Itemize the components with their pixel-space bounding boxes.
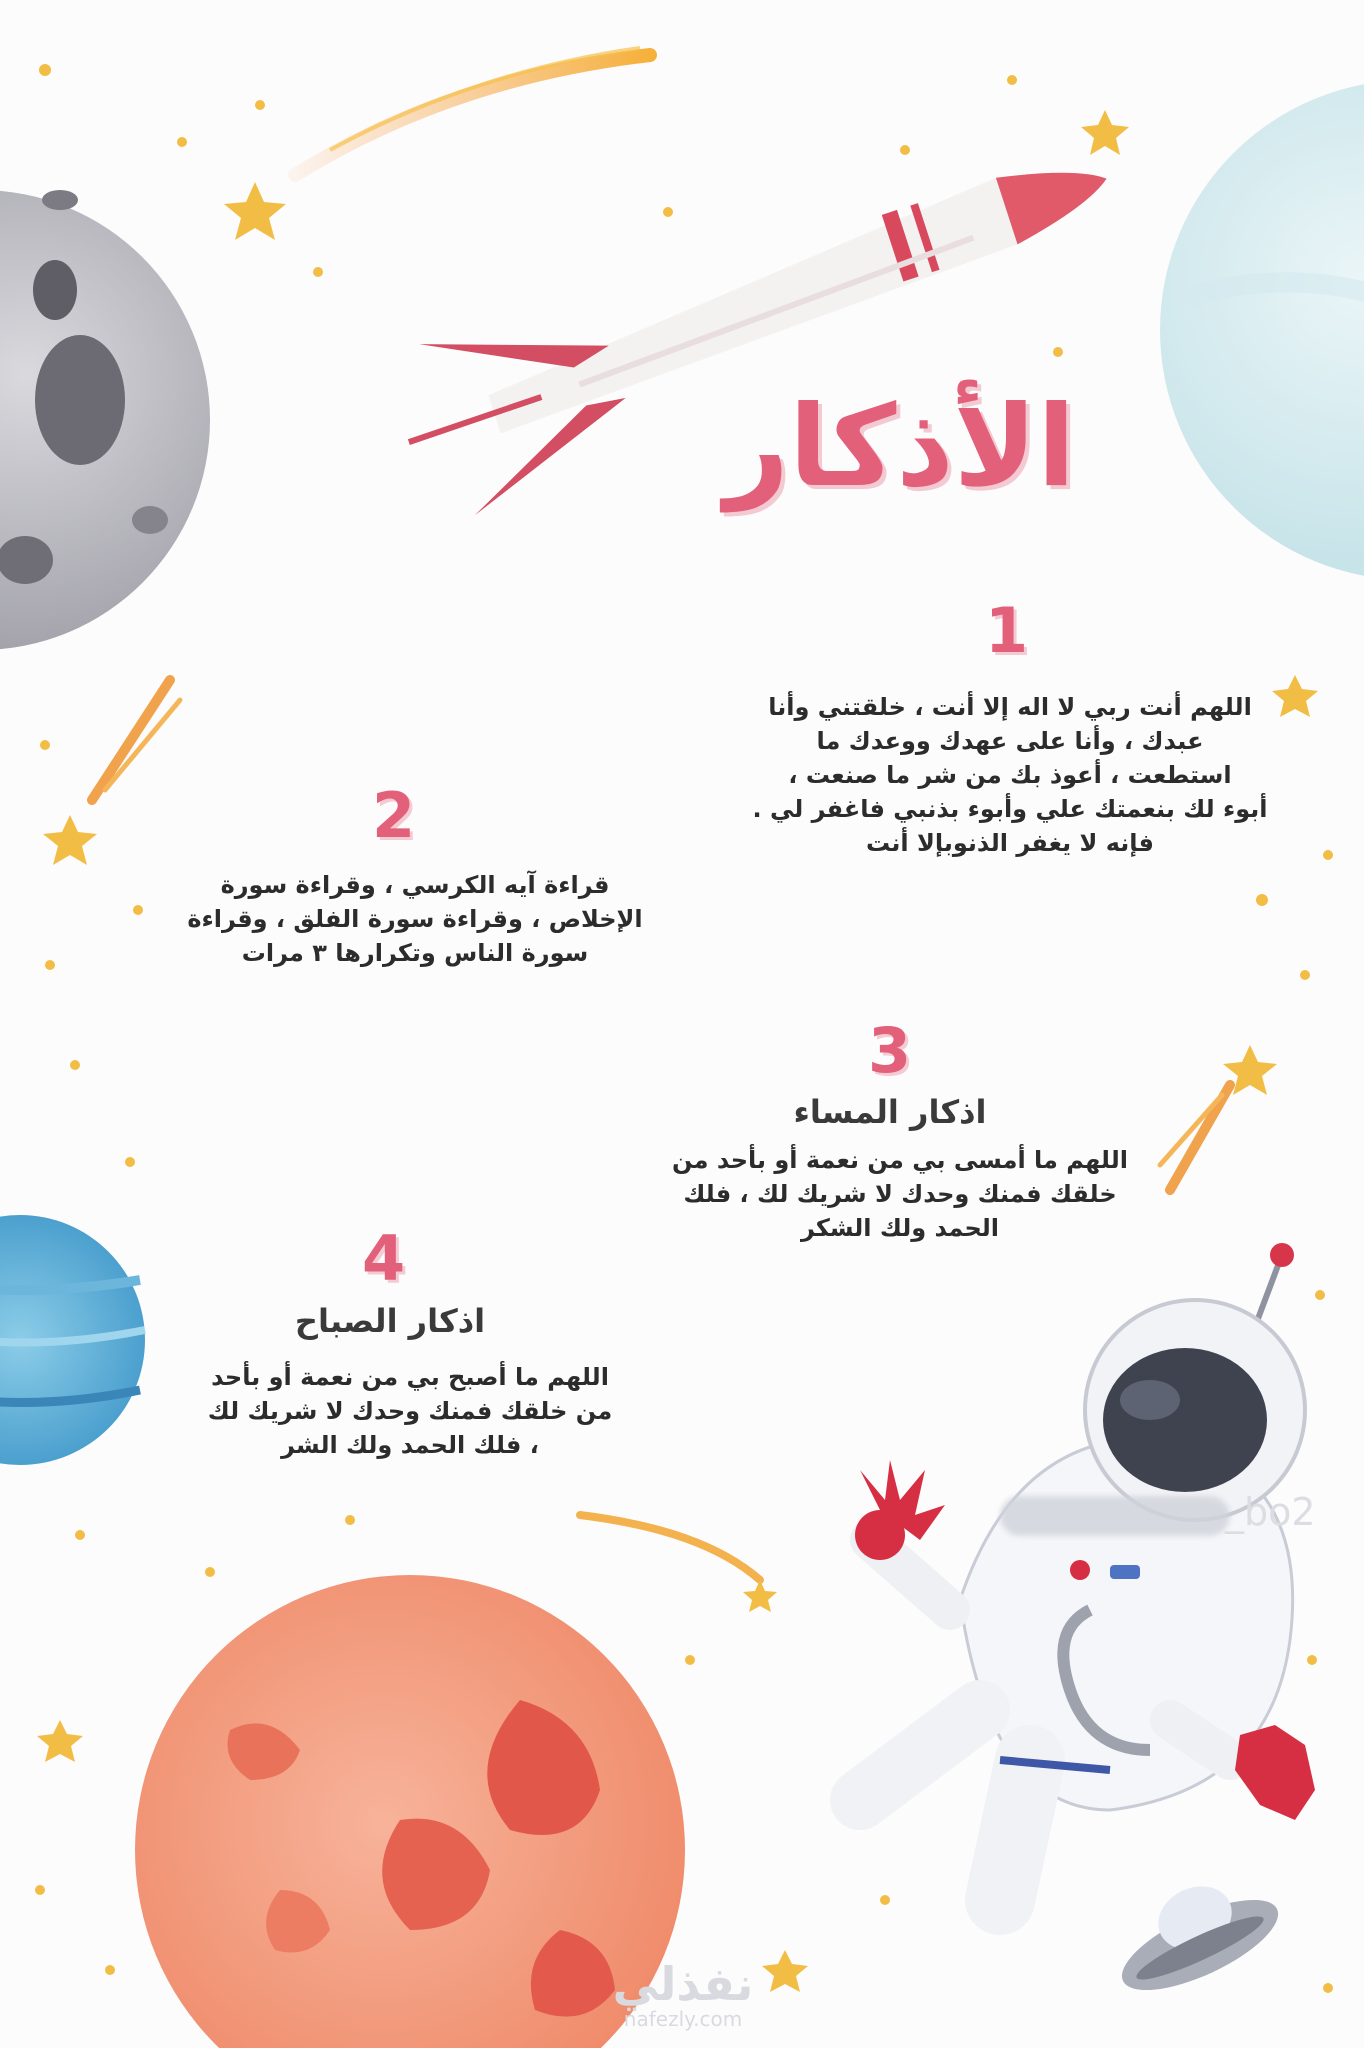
section-3-line: الحمد ولك الشكر xyxy=(800,1214,1000,1242)
section-2-line: الإخلاص ، وقراءة سورة الفلق ، وقراءة xyxy=(187,905,643,933)
section-1-text xyxy=(710,690,1310,860)
blue-planet-left xyxy=(0,1215,145,1465)
author-handle-suffix: _bo2 xyxy=(1225,1490,1316,1534)
section-2-line: سورة الناس وتكرارها ٣ مرات xyxy=(241,939,589,967)
section-2-text xyxy=(150,868,680,970)
section-1-line: أبوء لك بنعمتك علي وأبوء بذنبي فاغفر لي . xyxy=(752,795,1268,823)
section-3-line: اللهم ما أمسى بي من نعمة أو بأحد من xyxy=(672,1146,1128,1174)
section-4-line: ، فلك الحمد ولك الشر xyxy=(281,1431,539,1459)
blurred-username xyxy=(1000,1496,1230,1536)
ufo xyxy=(1110,1875,1289,2008)
comet-top xyxy=(295,48,650,175)
section-1-line: اللهم أنت ربي لا اله إلا أنت ، خلقتني وأنا xyxy=(768,693,1252,721)
section-1-line: استطعت ، أعوذ بك من شر ما صنعت ، xyxy=(788,761,1232,789)
comet-lower xyxy=(580,1515,760,1580)
section-2-number: 2 xyxy=(372,779,416,852)
watermark-arabic: نفذلي xyxy=(612,1957,754,2011)
comet-left xyxy=(92,680,180,800)
astronaut xyxy=(855,1243,1315,1900)
page-title: الأذكار xyxy=(724,382,1076,512)
section-1-number: 1 xyxy=(985,594,1029,667)
section-4-line: اللهم ما أصبح بي من نعمة أو بأحد xyxy=(211,1363,609,1391)
author-handle xyxy=(1000,1490,1340,1540)
watermark xyxy=(598,1957,768,2031)
section-3-heading: اذكار المساء xyxy=(793,1093,987,1131)
section-1-line: فإنه لا يغفر الذنوبإلا أنت xyxy=(865,829,1155,857)
section-3-line: خلقك فمنك وحدك لا شريك لك ، فلك xyxy=(683,1180,1117,1208)
section-2-line: قراءة آيه الكرسي ، وقراءة سورة xyxy=(220,871,610,899)
section-4-number: 4 xyxy=(362,1222,406,1295)
section-4-line: من خلقك فمنك وحدك لا شريك لك xyxy=(207,1397,613,1425)
watermark-url: nafezly.com xyxy=(623,2007,743,2031)
section-4-text xyxy=(160,1360,660,1462)
grey-moon xyxy=(0,190,210,650)
blue-planet-top-right xyxy=(1160,80,1364,580)
section-3-text xyxy=(620,1143,1180,1245)
section-1-line: عبدك ، وأنا على عهدك ووعدك ما xyxy=(816,727,1204,755)
section-3-number: 3 xyxy=(868,1014,912,1087)
section-4-heading: اذكار الصباح xyxy=(294,1302,486,1340)
